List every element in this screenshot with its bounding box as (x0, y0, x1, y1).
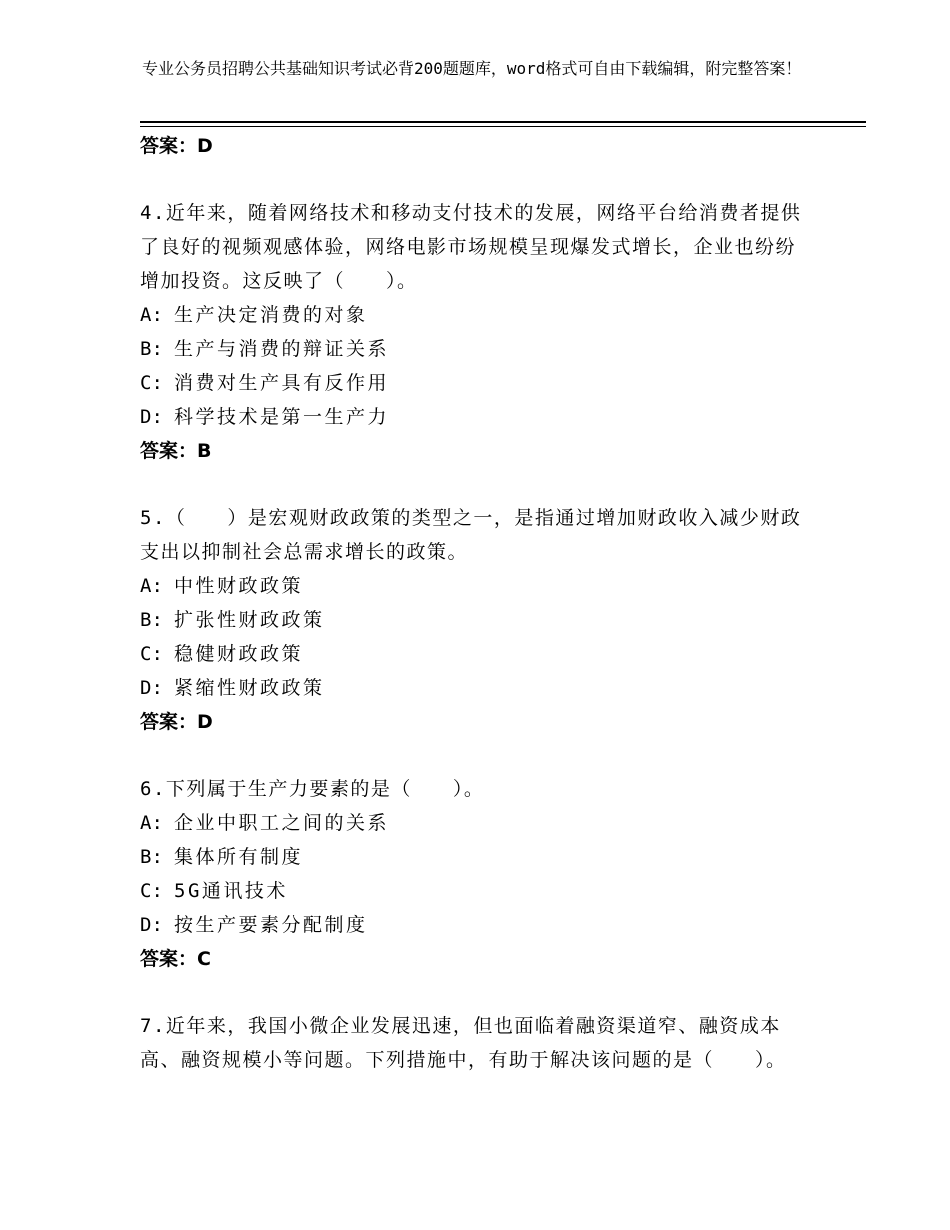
option-text: 中性财政政策 (174, 575, 304, 597)
question-5 (140, 501, 810, 739)
option-text: 生产与消费的辩证关系 (174, 338, 390, 360)
question-stem: 6.下列属于生产力要素的是（ ）。 (140, 778, 485, 800)
option-text: 生产决定消费的对象 (174, 304, 368, 326)
question-4 (140, 196, 810, 468)
option-a (140, 298, 810, 332)
option-text: 稳健财政政策 (174, 643, 304, 665)
option-c (140, 637, 810, 671)
option-text: 消费对生产具有反作用 (174, 372, 390, 394)
option-text: 科学技术是第一生产力 (174, 406, 390, 428)
option-c (140, 874, 810, 908)
option-text: 5G通讯技术 (174, 880, 288, 902)
option-letter: C: (140, 372, 163, 394)
option-letter: B: (140, 609, 163, 631)
option-text: 企业中职工之间的关系 (174, 812, 390, 834)
question-stem: 4.近年来，随着网络技术和移动支付技术的发展，网络平台给消费者提供了良好的视频观感体验，网络电影市场规模呈现爆发式增长，企业也纷纷增加投资。这反映了（ ）。 (140, 202, 802, 292)
option-a (140, 569, 810, 603)
question-stem: 5.（ ）是宏观财政政策的类型之一，是指通过增加财政收入减少财政支出以抑制社会总需求增长的政策。 (140, 507, 802, 563)
option-letter: C: (140, 643, 163, 665)
option-c (140, 366, 810, 400)
option-text: 紧缩性财政政策 (174, 677, 325, 699)
option-b (140, 840, 810, 874)
question-stem: 7.近年来，我国小微企业发展迅速，但也面临着融资渠道窄、融资成本高、融资规模小等问题。下列措施中，有助于解决该问题的是（ ）。 (140, 1015, 787, 1071)
option-text: 扩张性财政政策 (174, 609, 325, 631)
option-letter: A: (140, 304, 163, 326)
option-letter: A: (140, 575, 163, 597)
option-d (140, 908, 810, 942)
option-a (140, 806, 810, 840)
option-text: 集体所有制度 (174, 846, 304, 868)
option-d (140, 671, 810, 705)
answer-line: 答案：B (140, 440, 212, 462)
question-6 (140, 772, 810, 976)
page-header: 专业公务员招聘公共基础知识考试必背200题题库，word格式可自由下载编辑，附完整答案！ (142, 59, 802, 78)
option-b (140, 603, 810, 637)
document-content (140, 129, 810, 1077)
option-letter: B: (140, 846, 163, 868)
option-letter: D: (140, 406, 163, 428)
option-letter: D: (140, 914, 163, 936)
option-letter: D: (140, 677, 163, 699)
header-rule-thin (140, 126, 866, 127)
answer-line: 答案：C (140, 948, 211, 970)
option-text: 按生产要素分配制度 (174, 914, 368, 936)
option-letter: B: (140, 338, 163, 360)
option-b (140, 332, 810, 366)
header-rule-thick (140, 121, 866, 123)
option-letter: A: (140, 812, 163, 834)
answer-line: 答案：D (140, 135, 213, 157)
answer-line: 答案：D (140, 711, 213, 733)
option-letter: C: (140, 880, 163, 902)
question-7 (140, 1009, 810, 1077)
option-d (140, 400, 810, 434)
